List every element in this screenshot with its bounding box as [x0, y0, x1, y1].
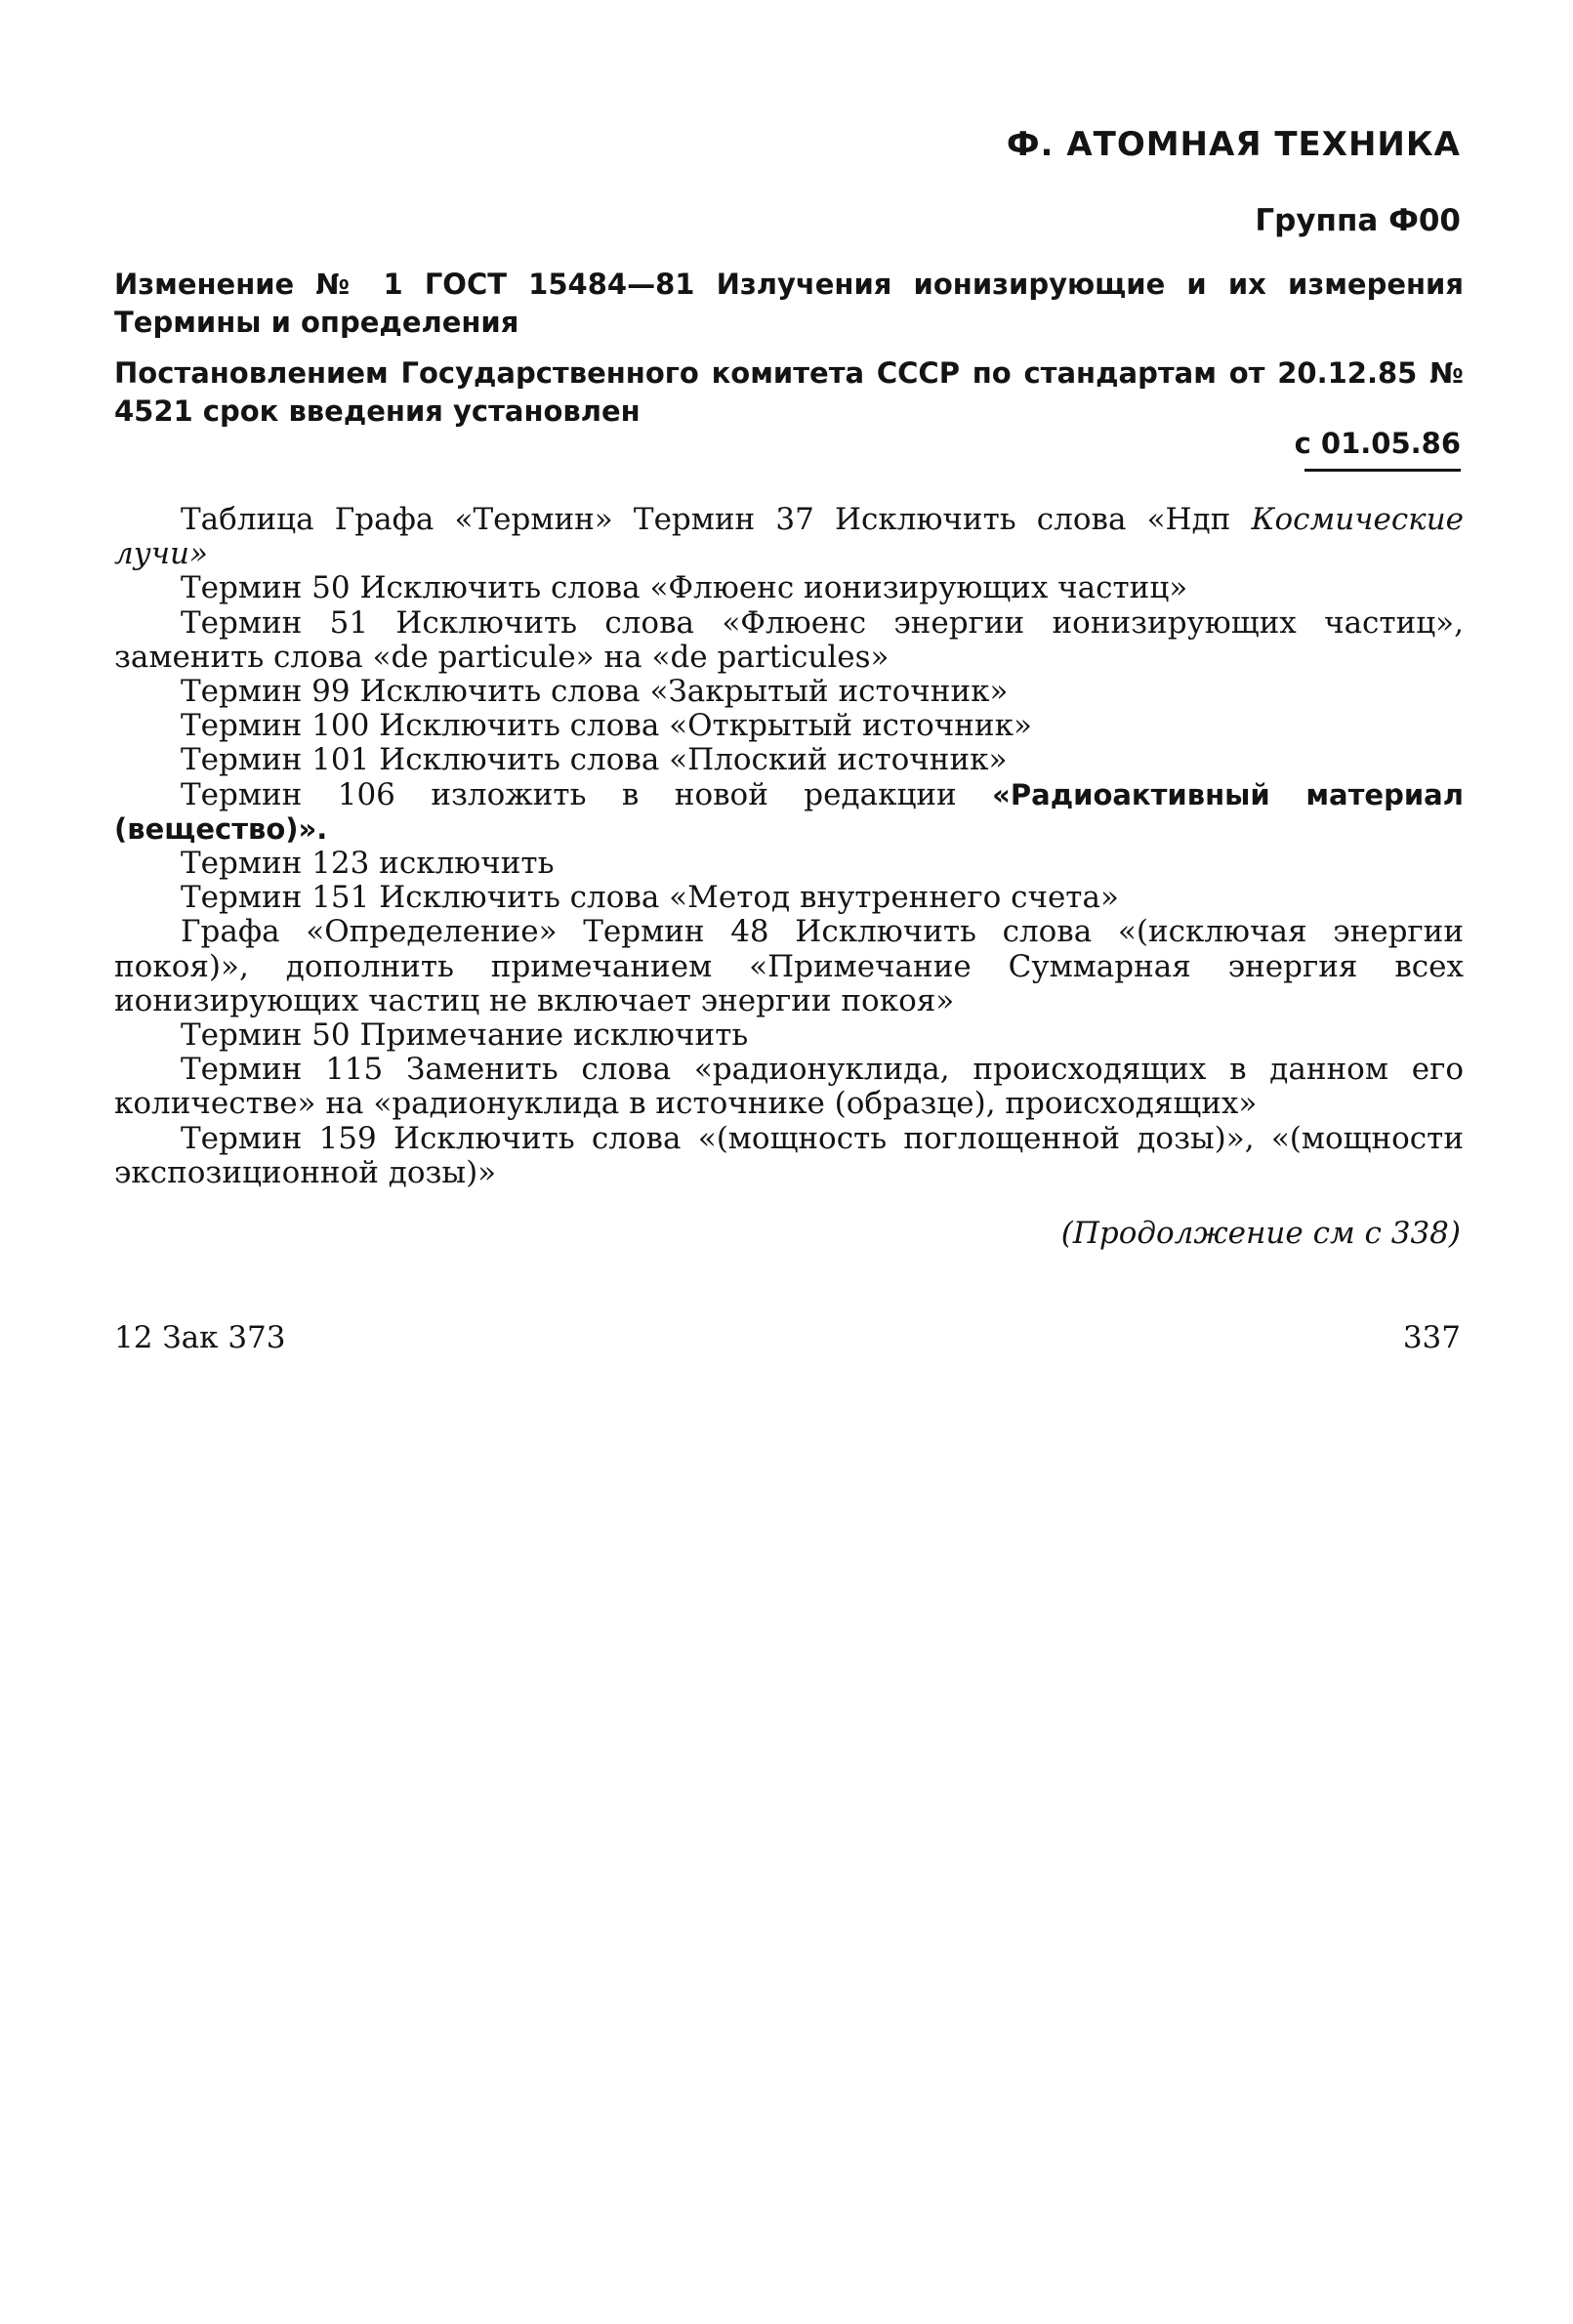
- paragraph: [114, 503, 1464, 571]
- paragraph-text: Таблица Графа «Термин» Термин 37 Исключить слова «Ндп: [181, 502, 1252, 537]
- paragraph: Термин 115 Заменить слова «радионуклида, происходящих в данном его количестве» на «радионуклида в источнике (образце), происходящих»: [114, 1052, 1464, 1122]
- paragraph: Термин 100 Исключить слова «Открытый источник»: [181, 708, 1032, 744]
- italic-term: Космические лучи»: [114, 502, 1464, 572]
- decree-text: Постановлением Государственного комитета СССР по стандартам от 20.12.85 № 4521 срок введения установлен: [114, 356, 1464, 428]
- group-code: Группа Ф00: [1255, 203, 1461, 238]
- paragraph: Термин 101 Исключить слова «Плоский источник»: [181, 742, 1008, 778]
- paragraph: [114, 778, 1464, 847]
- paragraph: Термин 99 Исключить слова «Закрытый источник»: [181, 674, 1009, 710]
- paragraph: Термин 51 Исключить слова «Флюенс энергии ионизирующих частиц», заменить слова «de particule» на «de particules»: [114, 604, 1464, 675]
- paragraph: Термин 159 Исключить слова «(мощность поглощенной дозы)», «(мощности экспозиционной дозы)»: [114, 1120, 1464, 1190]
- paragraph: Графа «Определение» Термин 48 Исключить слова «(исключая энергии покоя)», дополнить примечанием «Примечание Суммарная энергия всех ионизирующих частиц не включает энергии покоя»: [114, 914, 1464, 1018]
- paragraph: Термин 151 Исключить слова «Метод внутреннего счета»: [181, 880, 1119, 916]
- effective-date: с 01.05.86: [1294, 427, 1461, 460]
- paragraph: Термин 50 Исключить слова «Флюенс ионизирующих частиц»: [181, 570, 1188, 606]
- bold-term: «Радиоактивный материал (вещество)».: [114, 777, 1464, 846]
- paragraph-text: Термин 106 изложить в новой редакции: [181, 776, 993, 812]
- paragraph: Термин 123 исключить: [181, 846, 555, 882]
- date-underline: [1304, 469, 1461, 472]
- amendment-title: Изменение № 1 ГОСТ 15484—81 Излучения ионизирующие и их измерения Термины и определения: [114, 268, 1464, 339]
- amendment-body: [114, 503, 1464, 1190]
- continuation-note: (Продолжение см с 338): [1060, 1216, 1461, 1251]
- page-number: 337: [1402, 1320, 1461, 1355]
- paragraph: Термин 50 Примечание исключить: [181, 1017, 749, 1054]
- order-number: 12 Зак 373: [114, 1320, 286, 1355]
- section-title: Ф. АТОМНАЯ ТЕХНИКА: [1006, 125, 1461, 164]
